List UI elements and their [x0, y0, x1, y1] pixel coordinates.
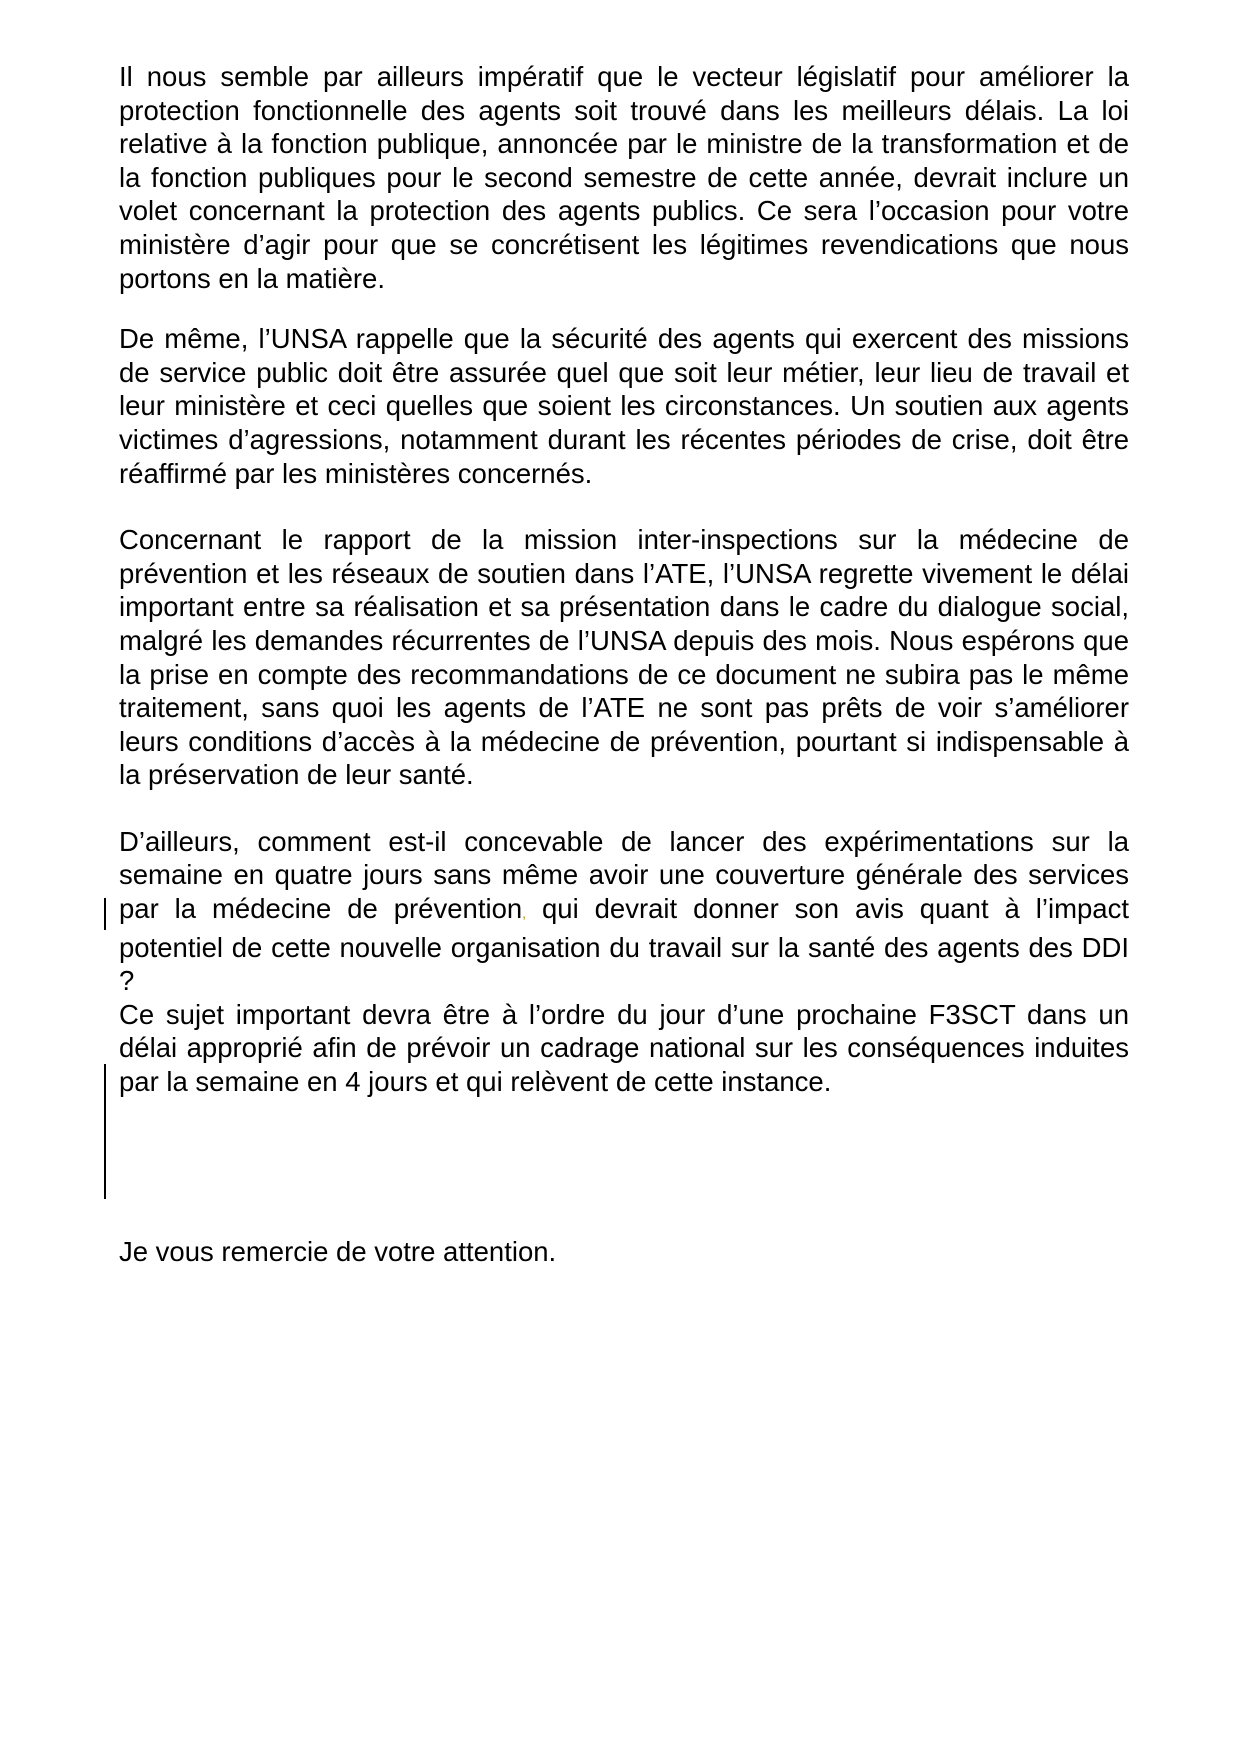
paragraph-3: Concernant le rapport de la mission inter-inspections sur la médecine de prévention et les réseaux de soutien dans l’ATE, l’UNSA regrette vivement le délai important entre sa réalisation et sa présentation dans le cadre du dialogue social, malgré les demandes récurrentes de l’UNSA depuis des mois. Nous espérons que la prise en compte des recommandations de ce document ne subira pas le même traitement, sans quoi les agents de l’ATE ne sont pas prêts de voir s’améliorer leurs conditions d’accès à la médecine de prévention, pourtant si indispensable à la préservation de leur santé. — [119, 524, 1129, 791]
body-text — [119, 60, 1129, 1099]
paragraph-4-text-end: qui devrait donner son avis quant à l’impact potentiel de cette nouvelle organisation du travail sur la santé des agents des DDI ? — [119, 893, 1129, 997]
paragraph-5: Ce sujet important devra être à l’ordre du jour d’une prochaine F3SCT dans un délai approprié afin de prévoir un cadrage national sur les conséquences induites par la semaine en 4 jours et qui relèvent de cette instance. — [119, 998, 1129, 1098]
comment-anchor-mark[interactable]: , — [522, 905, 527, 922]
paragraph-2: De même, l’UNSA rappelle que la sécurité des agents qui exercent des missions de service public doit être assurée quel que soit leur métier, leur lieu de travail et leur ministère et ceci quelles que soient les circonstances. Un soutien aux agents victimes d’agressions, notamment durant les récentes périodes de crise, doit être réaffirmé par les ministères concernés. — [119, 323, 1129, 489]
closing-sentence: Je vous remercie de votre attention. — [119, 1236, 557, 1267]
paragraph-4-text-start: D’ailleurs, comment est-il concevable de lancer des expérimentations sur la semaine en quatre jours sans même avoir une couverture générale des services par la médecine de prévention — [119, 825, 1129, 925]
revision-change-bar — [104, 1064, 106, 1199]
paragraph-4 — [119, 825, 1129, 998]
paragraph-1: Il nous semble par ailleurs impératif que le vecteur législatif pour améliorer la protection fonctionnelle des agents soit trouvé dans les meilleurs délais. La loi relative à la fonction publique, annoncée par le ministre de la transformation et de la fonction publiques pour le second semestre de cette année, devrait inclure un volet concernant la protection des agents publics. Ce sera l’occasion pour votre ministère d’agir pour que se concrétisent les légitimes revendications que nous portons en la matière. — [119, 61, 1129, 294]
revision-change-bar — [104, 898, 106, 930]
